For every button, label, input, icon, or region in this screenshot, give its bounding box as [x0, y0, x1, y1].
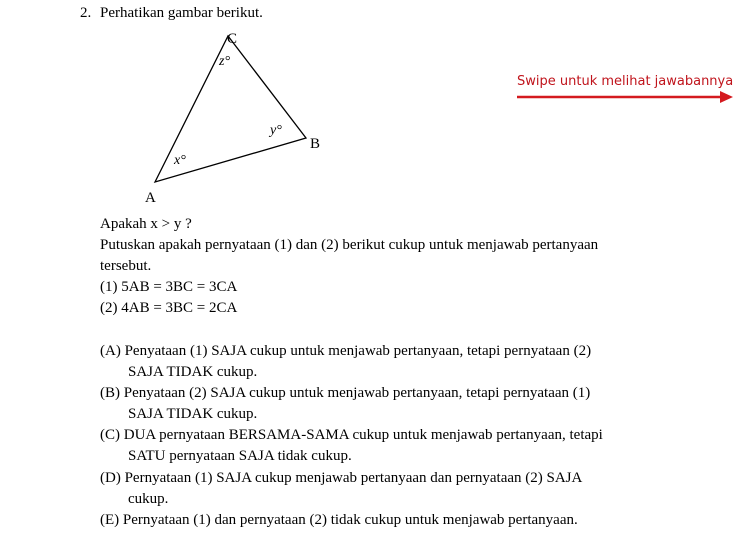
- option-c-line-2: SATU pernyataan SAJA tidak cukup.: [128, 448, 352, 464]
- instruction-line-1: Putuskan apakah pernyataan (1) dan (2) berikut cukup untuk menjawab pertanyaan: [100, 237, 599, 253]
- statement-2: (2) 4AB = 3BC = 2CA: [100, 300, 238, 316]
- vertex-b-label: B: [310, 136, 321, 152]
- swipe-hint[interactable]: [517, 74, 737, 104]
- question-number: 2.: [80, 5, 92, 21]
- option-d-line-2: cukup.: [128, 491, 169, 507]
- angle-a-label: x°: [174, 153, 186, 168]
- vertex-c-label: C: [227, 31, 238, 47]
- vertex-a-label: A: [145, 190, 156, 206]
- instruction-line-2: tersebut.: [100, 258, 152, 274]
- option-b-line-1: (B) Penyataan (2) SAJA cukup untuk menjawab pertanyaan, tetapi pernyataan (1): [100, 385, 591, 401]
- swipe-hint-text[interactable]: Swipe untuk melihat jawabannya: [517, 74, 734, 89]
- question-prompt: Apakah x > y ?: [100, 216, 192, 232]
- angle-c-label: z°: [219, 54, 231, 69]
- option-a-line-1: (A) Penyataan (1) SAJA cukup untuk menjawab pertanyaan, tetapi pernyataan (2): [100, 343, 592, 359]
- triangle-figure: [130, 28, 340, 213]
- option-e-line-1: (E) Pernyataan (1) dan pernyataan (2) tidak cukup untuk menjawab pertanyaan.: [100, 512, 578, 528]
- option-d-line-1: (D) Pernyataan (1) SAJA cukup menjawab pertanyaan dan pernyataan (2) SAJA: [100, 470, 583, 486]
- statement-1: (1) 5AB = 3BC = 3CA: [100, 279, 238, 295]
- arrow-right-icon[interactable]: [517, 90, 737, 104]
- option-a-line-2: SAJA TIDAK cukup.: [128, 364, 258, 380]
- option-c-line-1: (C) DUA pernyataan BERSAMA-SAMA cukup untuk menjawab pertanyaan, tetapi: [100, 427, 603, 443]
- question-title: Perhatikan gambar berikut.: [100, 5, 263, 21]
- angle-b-label: y°: [270, 123, 282, 138]
- option-b-line-2: SAJA TIDAK cukup.: [128, 406, 258, 422]
